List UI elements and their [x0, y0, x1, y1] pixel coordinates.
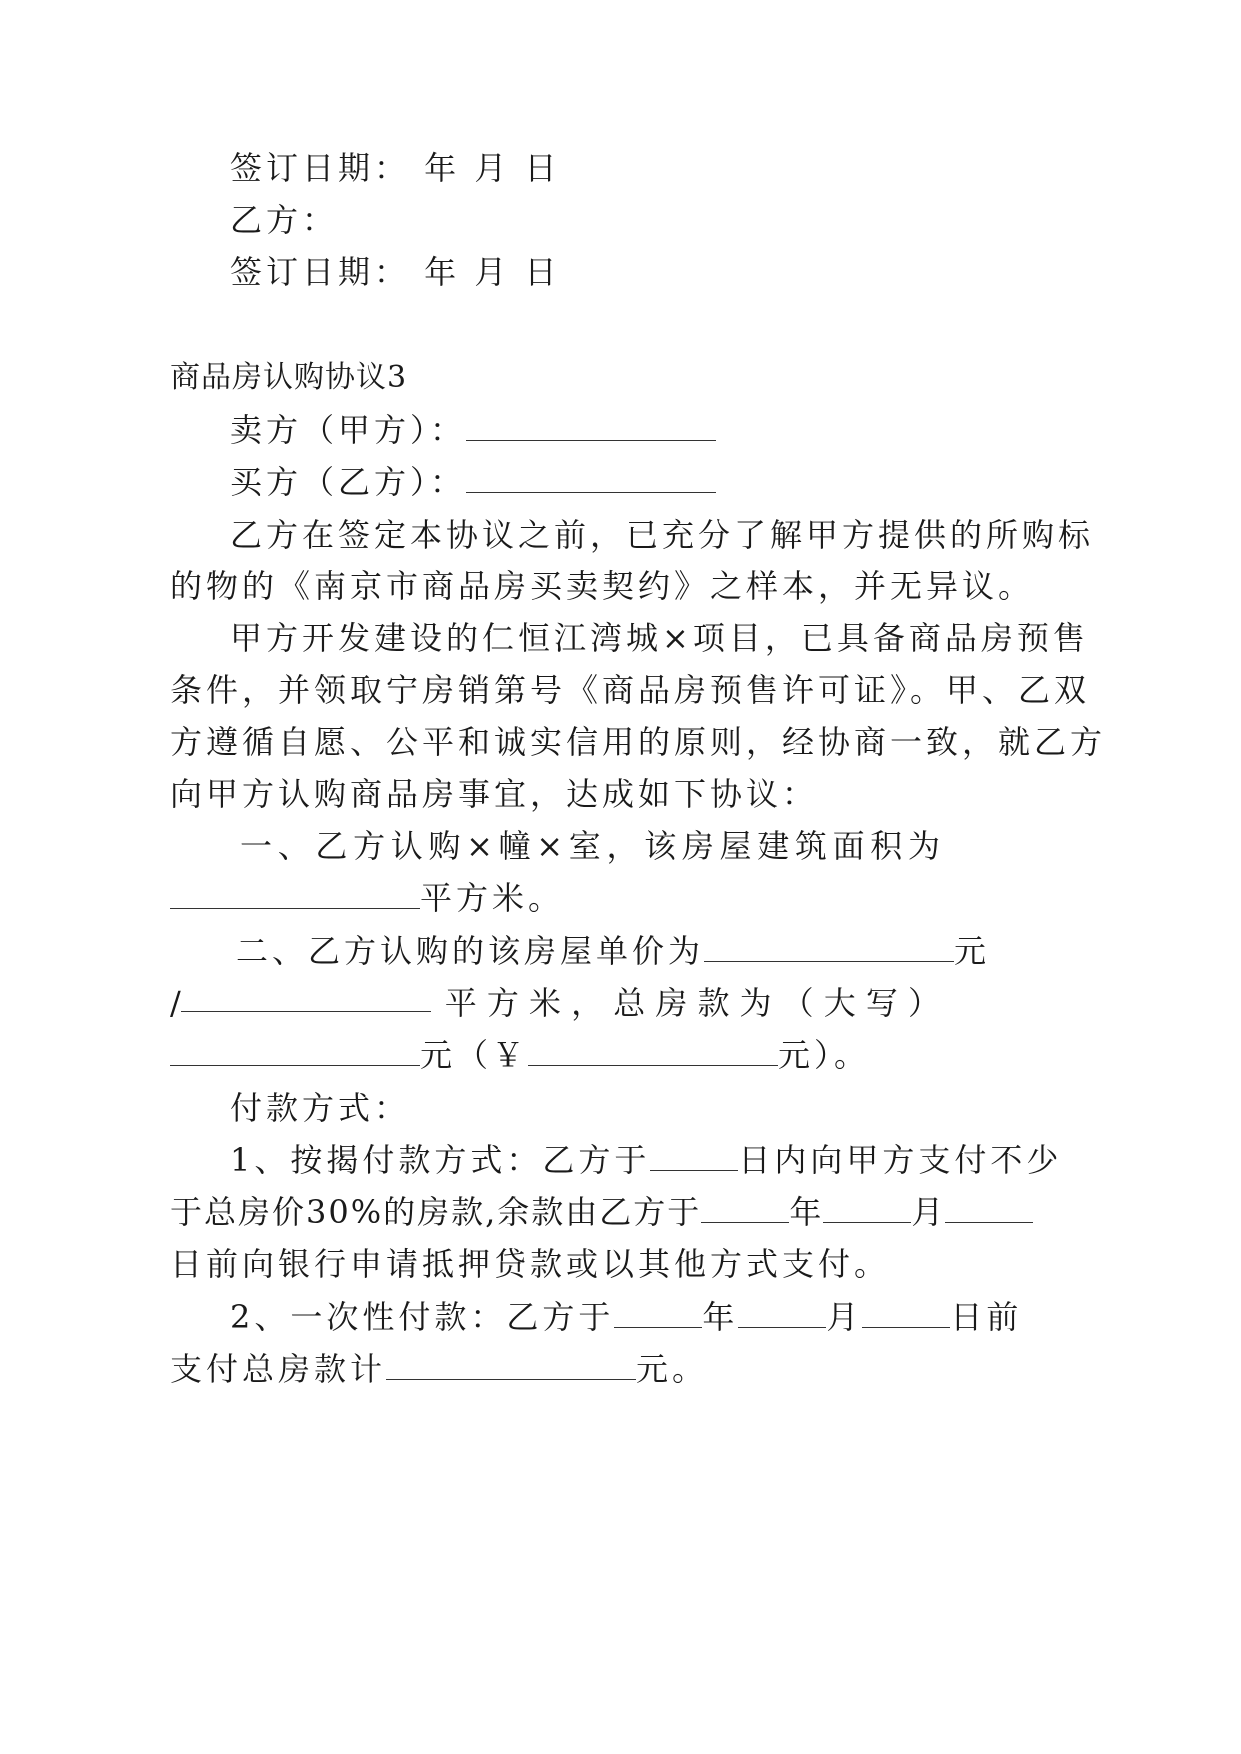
pay2-day-blank — [862, 1299, 950, 1328]
clause1-suffix: 平方米。 — [420, 879, 565, 917]
clause2-mid — [431, 983, 940, 1023]
pay1-prefix: 1、按揭付款方式：乙方于 — [230, 1141, 651, 1179]
clause1-char: 室 — [568, 827, 601, 865]
pay2-year-blank — [614, 1299, 702, 1328]
para2-line-3: 方遵循自愿、公平和诚实信用的原则，经协商一致，就乙方 — [170, 723, 1107, 761]
days-blank — [650, 1142, 738, 1171]
pay2-day-before: 日前 — [950, 1298, 1023, 1336]
clause2-char: （ — [781, 984, 814, 1022]
clause1-char: 购 — [428, 827, 461, 865]
pay2-line2-prefix: 支付总房款计 — [170, 1350, 387, 1388]
yuan-close: 元）。 — [778, 1036, 871, 1074]
pay2-month-blank — [738, 1299, 826, 1328]
clause2-char: 方 — [486, 984, 519, 1022]
total-amount-blank — [386, 1351, 636, 1380]
pay1-line2-prefix: 于总房价30%的房款,余款由乙方于 — [170, 1193, 702, 1231]
seller-line — [230, 410, 716, 450]
clause1-char: 房 — [681, 827, 714, 865]
clause1-char: 幢 — [498, 827, 531, 865]
pay1-month-blank — [823, 1194, 911, 1223]
clause2-char: 米 — [529, 984, 562, 1022]
clause2-char: 写 — [865, 984, 898, 1022]
clause1-char: 认 — [390, 827, 423, 865]
para2-line-1: 甲方开发建设的仁恒江湾城×项目，已具备商品房预售 — [230, 619, 1089, 657]
pay1-day-blank — [945, 1194, 1033, 1223]
sign-date-line-1: 签订日期： 年 月 日 — [230, 149, 561, 187]
pay2-prefix: 2、一次性付款：乙方于 — [230, 1298, 615, 1336]
pay2-line2-suffix: 元。 — [636, 1350, 709, 1388]
clause1-char: 建 — [757, 827, 790, 865]
buyer-blank — [466, 464, 716, 493]
unit-price-blank — [704, 933, 954, 962]
pay1-line-2 — [170, 1192, 1033, 1232]
clause1-line-2 — [170, 878, 564, 918]
clause1-char: 方 — [353, 827, 386, 865]
sign-date-line-2: 签订日期： 年 月 日 — [230, 253, 561, 291]
area-blank — [170, 880, 420, 909]
clause1-char: 一 — [240, 827, 273, 865]
unit-yuan: 元 — [954, 932, 991, 970]
clause1-char: 筑 — [794, 827, 827, 865]
pay1-year: 年 — [789, 1193, 824, 1231]
clause1-char: 乙 — [315, 827, 348, 865]
clause1-line-1 — [240, 826, 940, 866]
clause2-line-1 — [236, 931, 990, 971]
clause1-char: 、 — [277, 827, 310, 865]
clause1-char: 该 — [644, 827, 677, 865]
pay1-year-blank — [701, 1194, 789, 1223]
pay1-month: 月 — [911, 1193, 946, 1231]
pay2-line-2 — [170, 1349, 708, 1389]
pay1-line-3: 日前向银行申请抵押贷款或以其他方式支付。 — [170, 1245, 891, 1283]
clause2-prefix: 二、乙方认购的该房屋单价为 — [236, 932, 705, 970]
seller-label: 卖方（甲方）： — [230, 411, 467, 449]
intro-line-1: 乙方在签定本协议之前，已充分了解甲方提供的所购标 — [230, 516, 1095, 554]
clause1-char: ， — [606, 827, 639, 865]
total-figure-blank — [528, 1037, 778, 1066]
clause1-char: × — [466, 827, 493, 865]
para2-line-2: 条件，并领取宁房销第号《商品房预售许可证》。甲、乙双 — [170, 671, 1091, 709]
clause1-char: 屋 — [719, 827, 752, 865]
agreement-title: 商品房认购协议3 — [170, 360, 408, 395]
clause2-char: 大 — [823, 984, 856, 1022]
total-caps-blank — [170, 1037, 420, 1066]
intro-line-2: 的物的《南京市商品房买卖契约》之样本，并无异议。 — [170, 567, 1035, 605]
clause2-line-2 — [170, 983, 940, 1023]
pay2-month: 月 — [826, 1298, 863, 1336]
clause2-char: 为 — [739, 984, 772, 1022]
pay1-suffix: 日内向甲方支付不少 — [738, 1141, 1063, 1179]
clause1-char: 为 — [907, 827, 940, 865]
clause1-char: 面 — [832, 827, 865, 865]
buyer-line — [230, 462, 716, 502]
pay2-year: 年 — [702, 1298, 739, 1336]
clause2-char: 总 — [613, 984, 646, 1022]
clause2-char: 房 — [655, 984, 688, 1022]
clause2-char: ） — [907, 984, 940, 1022]
party-b-sign-line: 乙方： — [230, 201, 339, 239]
yuan-open: 元（￥ — [420, 1036, 529, 1074]
clause1-char: 积 — [870, 827, 903, 865]
pay1-line-1 — [230, 1140, 1062, 1180]
area-unit-blank — [181, 983, 431, 1012]
clause2-char: 款 — [697, 984, 730, 1022]
payment-heading: 付款方式： — [230, 1089, 411, 1127]
slash: / — [170, 984, 181, 1022]
para2-line-4: 向甲方认购商品房事宜，达成如下协议： — [170, 775, 819, 813]
clause2-char: ， — [571, 984, 604, 1022]
pay2-line-1 — [230, 1297, 1022, 1337]
clause1-char: × — [536, 827, 564, 865]
clause2-line-3 — [170, 1035, 870, 1075]
seller-blank — [466, 412, 716, 441]
clause2-char: 平 — [444, 984, 477, 1022]
buyer-label: 买方（乙方）： — [230, 463, 467, 501]
